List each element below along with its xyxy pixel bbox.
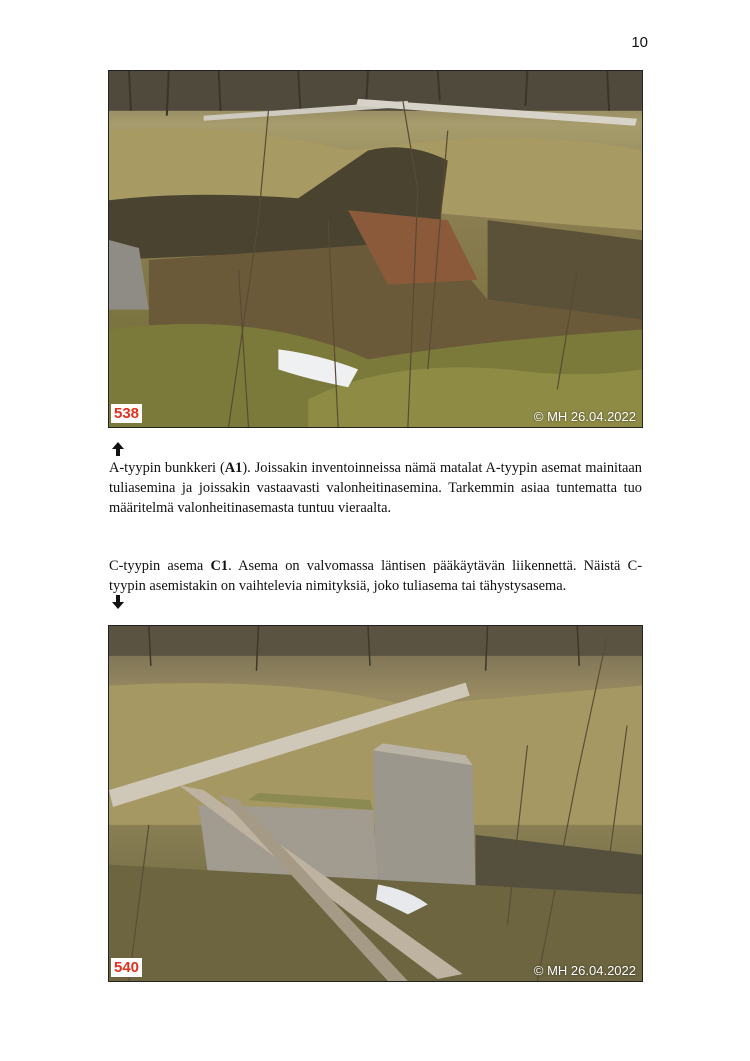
arrow-down-icon — [110, 594, 126, 610]
photo-station-c1 — [108, 625, 643, 982]
photo-copyright: © MH 26.04.2022 — [533, 409, 636, 424]
caption-bunker-a1 — [109, 458, 642, 518]
photo-copyright: © MH 26.04.2022 — [533, 963, 636, 978]
photo-bunker-a1 — [108, 70, 643, 428]
caption-bold: C1 — [210, 558, 229, 574]
photo-image — [109, 71, 642, 427]
caption-bold: A1 — [224, 460, 243, 476]
photo-number: 540 — [111, 958, 142, 977]
caption-text: C-tyypin asema — [109, 558, 211, 574]
caption-text: . Asema on valvomassa läntisen pääkäytävän liikennettä. Näistä C-tyypin asemistakin on vaihtelevia nimityksiä, joko tuliasema tai tähystysasema. — [109, 558, 642, 594]
photo-image — [109, 626, 642, 981]
caption-text: A-tyypin bunkkeri ( — [109, 460, 225, 476]
page-number: 10 — [631, 34, 648, 51]
caption-station-c1 — [109, 556, 642, 596]
caption-text: ). Joissakin inventoinneissa nämä matalat A-tyypin asemat mainitaan tuliasemina ja joissakin vastaavasti valonheitinasemina. Tarkemmin asiaa tuntematta tuo määritelmä valonheitinasemasta tuntuu vieraalta. — [109, 460, 642, 516]
photo-number: 538 — [111, 404, 142, 423]
arrow-up-icon — [110, 441, 126, 457]
